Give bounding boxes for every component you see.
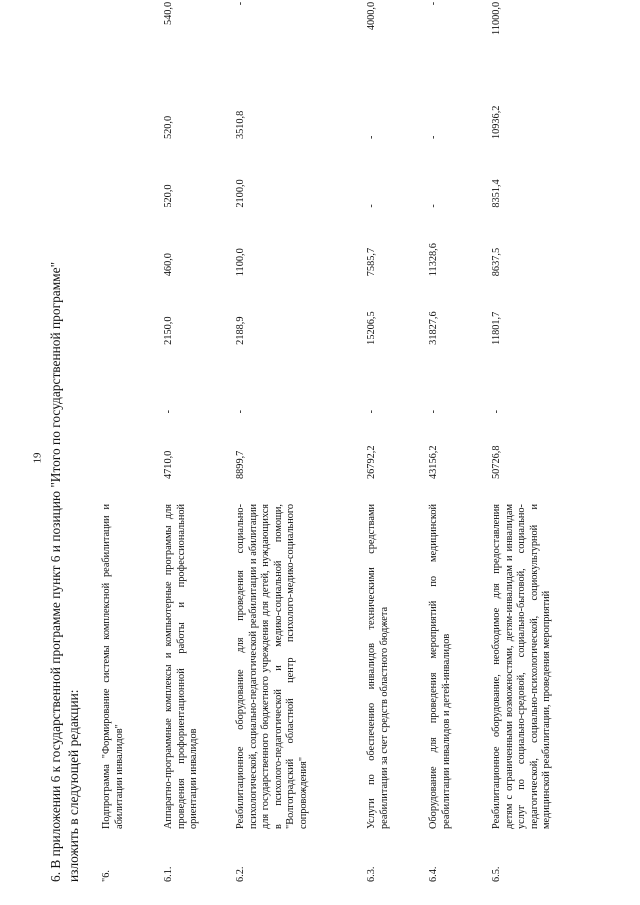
row-name: Реабилитационное оборудование для проведения социально-психологической, социально-педагогической реабилитации и абилитации для государственного бюджетного учреждения для детей, нуждающихся в психолого-педагогической и медико-социальной помощи, "Волгоградский областной центр психолого-медико-социального сопровождения"	[235, 504, 309, 829]
table-row	[235, 1, 366, 882]
row-number: 6.1.	[163, 866, 174, 882]
intro-line-2: изложить в следующей редакции:	[66, 689, 81, 882]
value-col-4: 8637,5	[491, 247, 502, 277]
value-col-7: -	[428, 1, 439, 6]
value-col-5: -	[428, 204, 439, 208]
value-total: 50726,8	[491, 445, 502, 479]
value-col-4: 460,0	[163, 253, 174, 277]
value-col-2: -	[428, 409, 439, 414]
value-col-6: -	[366, 135, 377, 140]
row-number: 6.2.	[235, 866, 246, 882]
row-number: "6.	[101, 870, 112, 882]
intro-line-1: 6. В приложении 6 к государственной программе пункт 6 и позицию "Итого по государственной программе"	[48, 261, 63, 882]
value-col-3: 11801,7	[491, 311, 502, 345]
row-name: Аппаратно-программные комплексы и компьютерные программы для проведения профориентационной работы и профессиональной ориентации инвалидов	[163, 504, 200, 829]
value-total: 8899,7	[235, 450, 246, 479]
value-col-6: 520,0	[163, 115, 174, 140]
value-col-7: 4000,0	[366, 1, 377, 31]
value-col-5: 520,0	[163, 184, 174, 208]
value-col-2: -	[491, 409, 502, 414]
row-name: Услуги по обеспечению инвалидов техническими средствами реабилитации за счет средств областного бюджета	[366, 504, 390, 829]
value-col-6: 3510,8	[235, 110, 246, 140]
program-table	[101, 1, 554, 882]
value-col-2: -	[366, 409, 377, 414]
value-total: 26792,2	[366, 445, 377, 479]
value-col-4: 7585,7	[366, 247, 377, 277]
value-col-3: 31827,6	[428, 311, 439, 345]
value-col-7: 540,0	[163, 1, 174, 26]
amendment-intro	[47, 42, 82, 882]
row-name: Оборудование для проведения мероприятий по медицинской реабилитации инвалидов и детей-инвалидов	[428, 504, 452, 829]
value-col-4: 1100,0	[235, 248, 246, 277]
page-number: 19	[31, 452, 44, 464]
table-row	[366, 1, 428, 882]
row-number: 6.4.	[428, 866, 439, 882]
value-col-5: -	[366, 204, 377, 208]
row-name: Подпрограмма "Формирование системы комплексной реабилитации и абилитации инвалидов"	[101, 504, 125, 829]
value-col-6: -	[428, 135, 439, 140]
row-number: 6.3.	[366, 866, 377, 882]
value-total: 43156,2	[428, 445, 439, 479]
value-col-5: 2100,0	[235, 179, 246, 208]
table-row	[428, 1, 491, 882]
value-col-2: -	[163, 409, 174, 414]
value-col-7: 11000,0	[491, 1, 502, 35]
table-row	[101, 26, 163, 882]
value-col-3: 2188,9	[235, 316, 246, 345]
value-total: 4710,0	[163, 450, 174, 479]
value-col-2: -	[235, 409, 246, 414]
row-name: Реабилитационное оборудование, необходимое для предоставления детям с ограниченными возможностями, детям-инвалидам и инвалидам услуг по социально-средовой, социально-бытовой, социально-педагогической, социально-психологической, социокультурной и медицинской реабилитации, проведения мероприятий	[491, 504, 553, 829]
value-col-6: 10936,2	[491, 105, 502, 140]
value-col-5: 8351,4	[491, 179, 502, 208]
value-col-3: 15206,5	[366, 311, 377, 345]
value-col-4: 11328,6	[428, 243, 439, 277]
value-col-7: -	[235, 1, 246, 6]
table-row	[491, 1, 554, 882]
value-col-3: 2150,0	[163, 316, 174, 345]
row-number: 6.5.	[491, 866, 502, 882]
table-row	[163, 1, 235, 882]
